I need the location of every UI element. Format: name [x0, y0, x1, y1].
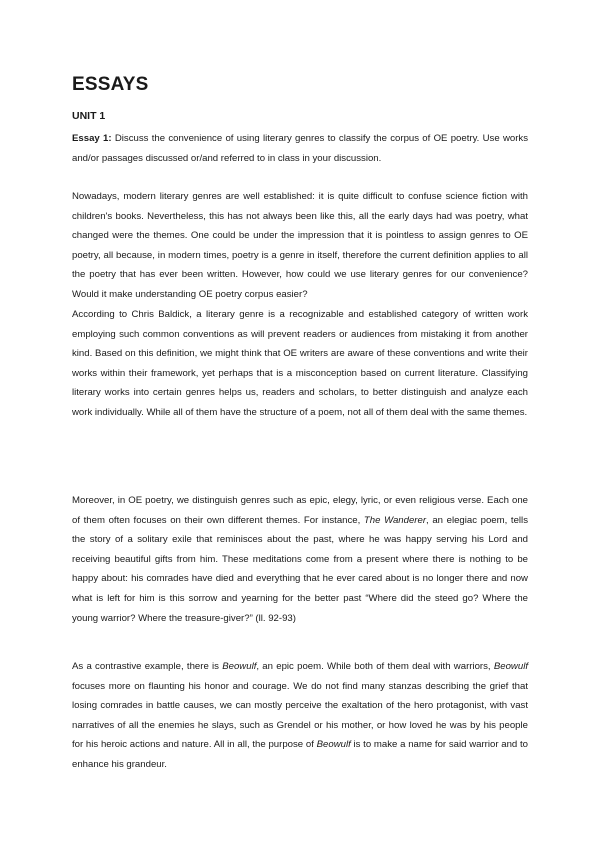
paragraph-1: Nowadays, modern literary genres are well established: it is quite difficult to confuse science fiction with children's books. Nevertheless, this has not always been like this, all the early days had was poetry, what changed were the themes. One could be under the impression that it is pointless to assign genres to OE poetry, all because, in modern times, poetry is a genre in itself, therefore the current definition applies to all the poetry that has ever been written. However, how could we use literary genres for our convenience? Would it make understanding OE poetry corpus easier?: [72, 191, 528, 300]
paragraph-4-part-3: focuses more on flaunting his honor and courage. We do not find many stanzas describing the grief that losing comrades in battle causes, we can mostly perceive the exaltation of the hero protagonist, with vast narratives of all the enemies he slays, such as Grendel or his mother, or how loved he was by his people for his heroic actions and nature. All in all, the purpose of: [72, 680, 528, 751]
beowulf-title-3: Beowulf: [316, 739, 351, 751]
paragraph-3: [72, 491, 528, 628]
paragraph-2: According to Chris Baldick, a literary genre is a recognizable and established category of written work employing such common conventions as will prevent readers or audiences from mistaking it from another kind. Based on this definition, we might think that OE writers are aware of these conventions and write their works within their framework, yet perhaps that is a misconception based on current literature. Classifying literary works into certain genres helps us, readers and scholars, to better distinguish and analyze each work individually. While all of them have the structure of a poem, not all of them deal with the same themes.: [72, 309, 528, 418]
paragraph-4-part-1: As a contrastive example, there is: [72, 661, 223, 672]
paragraph-4-part-2: , an epic poem. While both of them deal with warriors,: [256, 661, 494, 672]
page-title: ESSAYS: [72, 74, 149, 95]
beowulf-title-1: Beowulf: [222, 661, 257, 672]
paragraph-3-part-2: , an elegiac poem, tells the story of a solitary exile that reminisces about the past, where he was happy serving his Lord and receiving beautiful gifts from him. These meditations come from a present where there is nothing to be happy about: his comrades have died and everything that he ever cared about is no longer there and now what is left for him is this sorrow and yearning for the better past “Where did the steed go? Where the young warrior? Where the treasure-giver?” (ll. 92-93): [72, 514, 528, 624]
paragraph-4: [72, 657, 528, 775]
paragraph-4-part-4: is to make a name for said warrior and to enhance his grandeur.: [72, 739, 529, 770]
paragraph-3-part-1: Moreover, in OE poetry, we distinguish genres such as epic, elegy, lyric, or even religious verse. Each one of them often focuses on their own different themes. For instance,: [72, 495, 528, 526]
essay-label: Essay 1:: [72, 133, 112, 144]
essay-prompt-text: Discuss the convenience of using literary genres to classify the corpus of OE poetry. Use works and/or passages discussed or/and referred to in class in your discussion.: [72, 133, 529, 164]
wanderer-title: The Wanderer: [363, 514, 427, 526]
beowulf-title-2: Beowulf: [493, 661, 528, 672]
unit-heading: UNIT 1: [72, 110, 106, 122]
essay-prompt: [72, 129, 528, 168]
